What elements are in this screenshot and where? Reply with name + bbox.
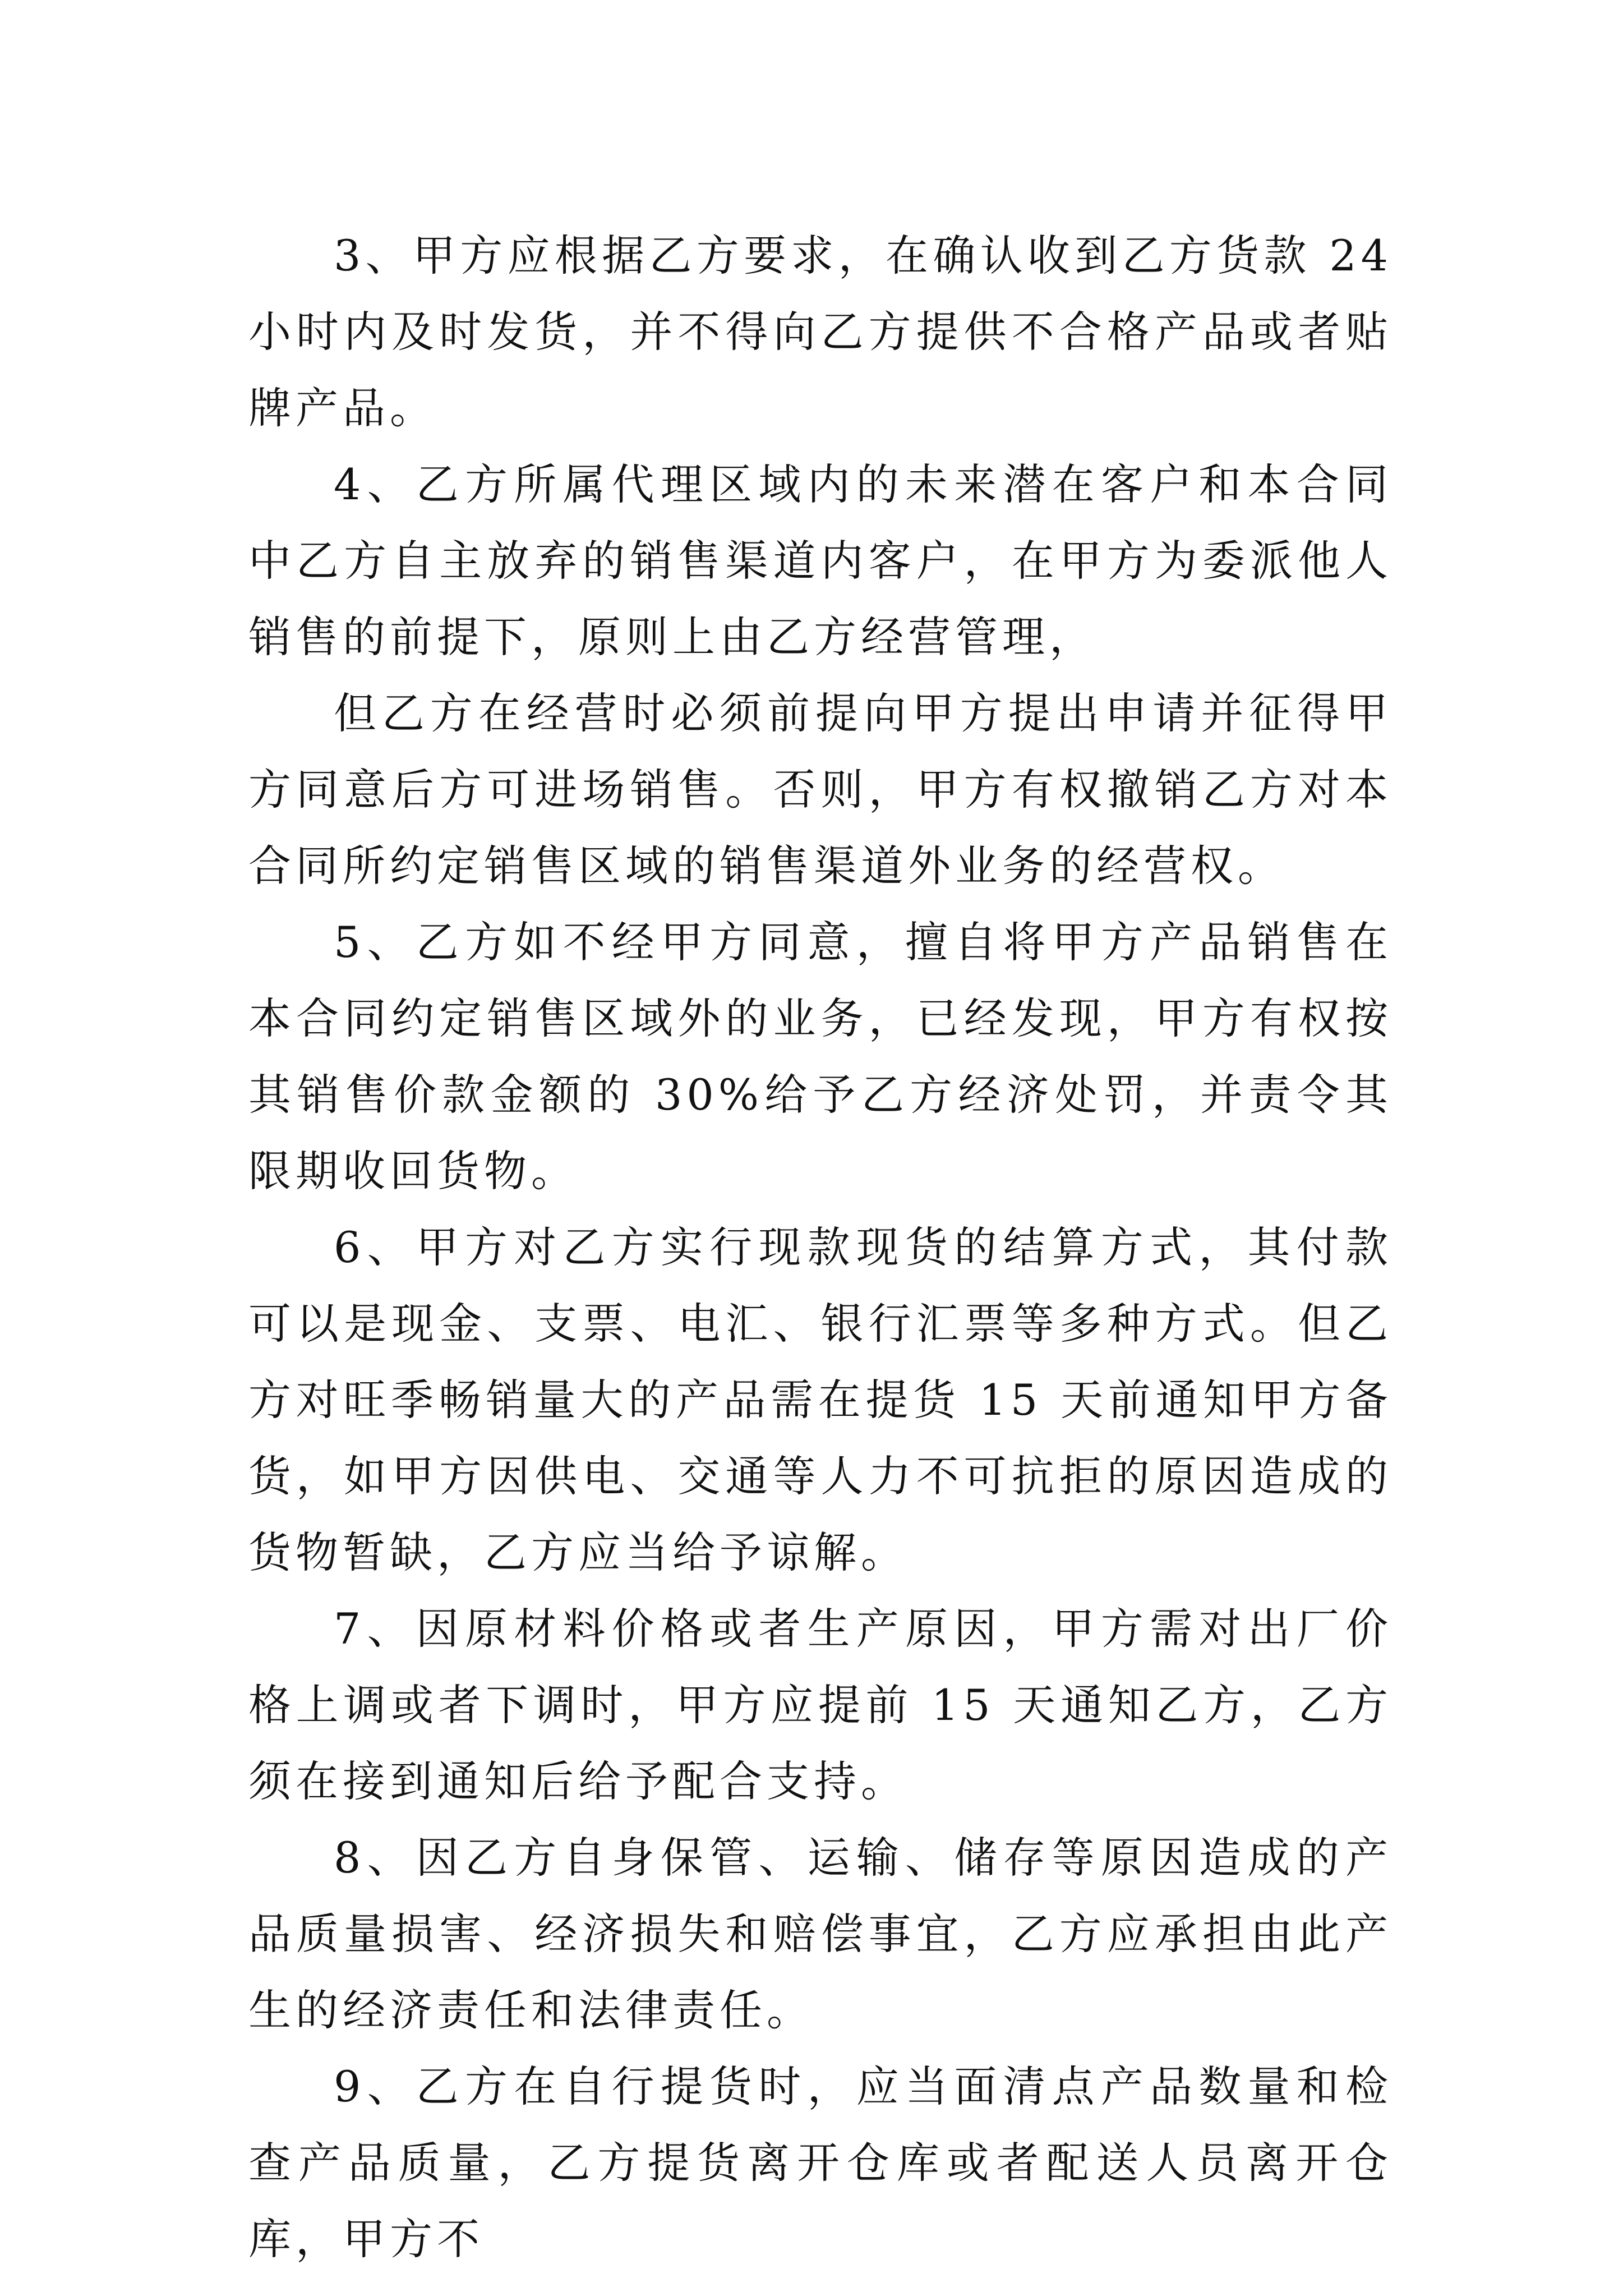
- clause-4: 4、乙方所属代理区域内的未来潜在客户和本合同中乙方自主放弃的销售渠道内客户，在甲方为委派他人销售的前提下，原则上由乙方经营管理，: [248, 459, 1393, 662]
- document-body: [248, 218, 1411, 2277]
- clause-5: 5、乙方如不经甲方同意，擅自将甲方产品销售在本合同约定销售区域外的业务，已经发现，甲方有权按其销售价款金额的 30%给予乙方经济处罚，并责令其限期收回货物。: [248, 917, 1393, 1196]
- clause-3: 3、甲方应根据乙方要求，在确认收到乙方货款 24 小时内及时发货，并不得向乙方提供不合格产品或者贴牌产品。: [248, 231, 1411, 433]
- clause-9: 9、乙方在自行提货时，应当面清点产品数量和检查产品质量，乙方提货离开仓库或者配送人员离开仓库，甲方不: [248, 2062, 1393, 2264]
- clause-8: 8、因乙方自身保管、运输、储存等原因造成的产品质量损害、经济损失和赔偿事宜，乙方应承担由此产生的经济责任和法律责任。: [248, 1833, 1393, 2035]
- clause-6: 6、甲方对乙方实行现款现货的结算方式，其付款可以是现金、支票、电汇、银行汇票等多种方式。但乙方对旺季畅销量大的产品需在提货 15 天前通知甲方备货，如甲方因供电、交通等人力不可抗拒的原因造成的货物暂缺，乙方应当给予谅解。: [248, 1222, 1393, 1577]
- clause-7: 7、因原材料价格或者生产原因，甲方需对出厂价格上调或者下调时，甲方应提前 15 天通知乙方，乙方须在接到通知后给予配合支持。: [248, 1604, 1393, 1806]
- clause-4-continuation: 但乙方在经营时必须前提向甲方提出申请并征得甲方同意后方可进场销售。否则，甲方有权撤销乙方对本合同所约定销售区域的销售渠道外业务的经营权。: [248, 688, 1393, 891]
